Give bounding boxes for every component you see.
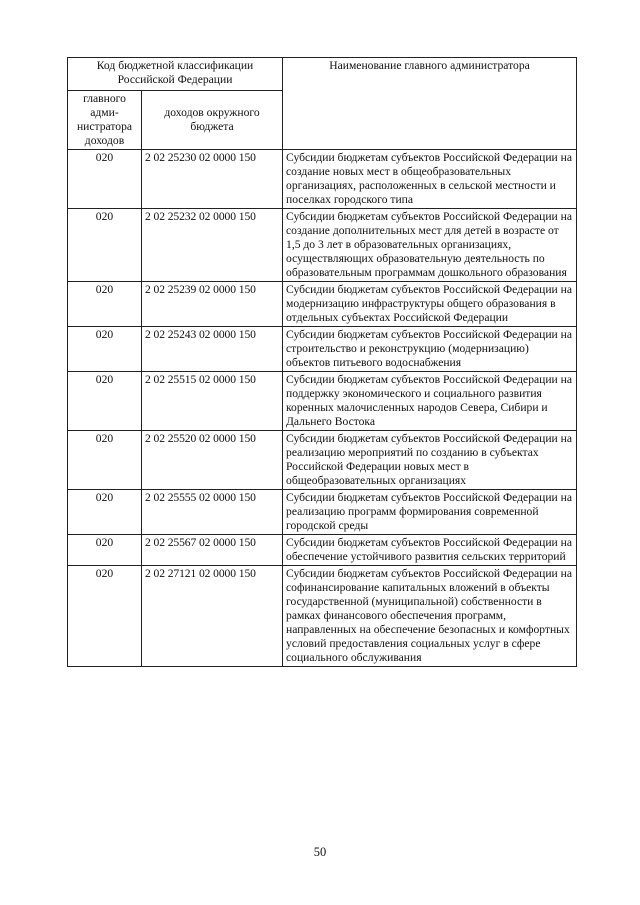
admin-code-cell: 020	[68, 490, 142, 535]
header-budget-classification-code: Код бюджетной классификации Российской Федерации	[68, 58, 283, 91]
admin-code-cell: 020	[68, 150, 142, 209]
admin-code-cell: 020	[68, 282, 142, 327]
table-row	[68, 535, 577, 566]
income-code-cell: 2 02 25515 02 0000 150	[142, 372, 283, 431]
admin-code-cell: 020	[68, 209, 142, 282]
administrator-name-cell: Субсидии бюджетам субъектов Российской Федерации на обеспечение устойчивого развития сельских территорий	[283, 535, 577, 566]
table-row	[68, 372, 577, 431]
income-code-cell: 2 02 25232 02 0000 150	[142, 209, 283, 282]
administrator-name-cell: Субсидии бюджетам субъектов Российской Федерации на создание дополнительных мест для детей в возрасте от 1,5 до 3 лет в образовательных организациях, осуществляющих образовательную деятельность по образовательным программам дошкольного образования	[283, 209, 577, 282]
table-row	[68, 150, 577, 209]
administrator-name-cell: Субсидии бюджетам субъектов Российской Федерации на поддержку экономического и социального развития коренных малочисленных народов Севера, Сибири и Дальнего Востока	[283, 372, 577, 431]
table-row	[68, 209, 577, 282]
admin-code-cell: 020	[68, 566, 142, 667]
admin-code-cell: 020	[68, 535, 142, 566]
admin-code-cell: 020	[68, 431, 142, 490]
administrator-name-cell: Субсидии бюджетам субъектов Российской Федерации на создание новых мест в общеобразовательных организациях, расположенных в сельской местности и поселках городского типа	[283, 150, 577, 209]
header-main-administrator: главного адми-нистратора доходов	[68, 91, 142, 150]
table-body	[68, 150, 577, 667]
income-code-cell: 2 02 25230 02 0000 150	[142, 150, 283, 209]
income-code-cell: 2 02 27121 02 0000 150	[142, 566, 283, 667]
budget-classification-table	[67, 57, 577, 667]
table-row	[68, 282, 577, 327]
admin-code-cell: 020	[68, 372, 142, 431]
income-code-cell: 2 02 25239 02 0000 150	[142, 282, 283, 327]
administrator-name-cell: Субсидии бюджетам субъектов Российской Федерации на реализацию программ формирования современной городской среды	[283, 490, 577, 535]
administrator-name-cell: Субсидии бюджетам субъектов Российской Федерации на реализацию мероприятий по созданию в субъектах Российской Федерации новых мест в общеобразовательных организациях	[283, 431, 577, 490]
table-row	[68, 327, 577, 372]
table-row	[68, 490, 577, 535]
table-row	[68, 431, 577, 490]
header-district-budget-income: доходов окружного бюджета	[142, 91, 283, 150]
income-code-cell: 2 02 25520 02 0000 150	[142, 431, 283, 490]
income-code-cell: 2 02 25555 02 0000 150	[142, 490, 283, 535]
header-administrator-name: Наименование главного администратора	[283, 58, 577, 150]
table-row	[68, 566, 577, 667]
table-header-row	[68, 58, 577, 91]
administrator-name-cell: Субсидии бюджетам субъектов Российской Федерации на софинансирование капитальных вложений в объекты государственной (муниципальной) собственности в рамках финансового обеспечения программ, направленных на обеспечение безопасных и комфортных условий предоставления социальных услуг в сфере социального обслуживания	[283, 566, 577, 667]
administrator-name-cell: Субсидии бюджетам субъектов Российской Федерации на модернизацию инфраструктуры общего образования в отдельных субъектах Российской Федерации	[283, 282, 577, 327]
administrator-name-cell: Субсидии бюджетам субъектов Российской Федерации на строительство и реконструкцию (модернизацию) объектов питьевого водоснабжения	[283, 327, 577, 372]
page-number: 50	[313, 845, 327, 859]
admin-code-cell: 020	[68, 327, 142, 372]
income-code-cell: 2 02 25243 02 0000 150	[142, 327, 283, 372]
income-code-cell: 2 02 25567 02 0000 150	[142, 535, 283, 566]
